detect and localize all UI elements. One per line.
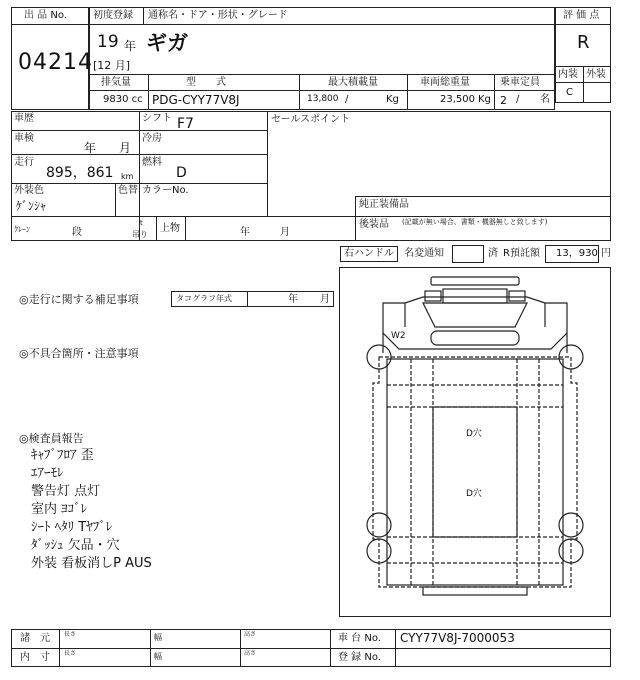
length-label: 長さ <box>64 650 77 657</box>
crane-step: 段 <box>72 227 82 238</box>
year-unit: 年 <box>124 39 137 53</box>
mileage-label: 走行 <box>14 157 34 168</box>
lot-label: 出 品 No. <box>24 10 67 21</box>
height-label: 高さ <box>244 650 257 657</box>
color-no-label: 色替 <box>118 185 138 196</box>
shift-value: F7 <box>177 116 194 132</box>
reg-label: 登 録 No. <box>338 652 381 663</box>
ext-color-label: 外装色 <box>14 185 44 196</box>
model-label: 型 式 <box>186 77 226 88</box>
color-code-label: カラーNo. <box>142 185 189 196</box>
inspector-line: 警告灯 点灯 <box>31 484 101 499</box>
max-load-slash: / <box>345 94 349 105</box>
width-label: 幅 <box>154 633 162 642</box>
inspector-line: 室内 ﾖｺﾞﾚ <box>31 502 88 517</box>
tacho-month: 月 <box>320 294 330 305</box>
mark-w2: W2 <box>391 331 406 341</box>
crane-label: ｸﾚｰﾝ <box>14 225 30 234</box>
grade-value: R <box>577 32 590 53</box>
capacity-label: 乗車定員 <box>500 77 540 88</box>
mileage-unit: km <box>121 172 134 181</box>
chassis-label: 車 台 No. <box>338 633 381 644</box>
height-label: 高さ <box>244 631 257 638</box>
capacity-unit: 名 <box>540 94 550 105</box>
crane-hang: 吊り <box>132 230 148 239</box>
mark-d2: D穴 <box>466 489 482 499</box>
inspector-line: 外装 看板消しP AUS <box>31 556 152 571</box>
name-label: 通称名・ドア・形状・グレード <box>148 10 288 21</box>
defects-label: ◎不具合箇所・注意事項 <box>19 347 139 360</box>
lot-number: 04214 <box>18 50 93 75</box>
right-hand-label: 右ハンドル <box>344 248 394 259</box>
truck-diagram <box>339 267 611 617</box>
inspector-label: ◎検査員報告 <box>19 432 84 445</box>
name-change-label: 名変通知 <box>404 248 444 259</box>
ext-color-value: ｹﾞﾝｼｬ <box>16 199 47 213</box>
upper-label: 上物 <box>160 223 180 234</box>
max-load-label: 最大積載量 <box>328 77 378 88</box>
recycle-label: R預託額 <box>503 248 540 259</box>
history-label: 車歴 <box>14 113 34 124</box>
width-label: 幅 <box>154 652 162 661</box>
interior-label: 内装 <box>558 69 578 80</box>
mileage-value: 895，861 <box>46 165 114 181</box>
model-value: PDG-CYY77V8J <box>152 93 240 107</box>
inspection-label: 車検 <box>14 133 34 144</box>
inspection-month: 月 <box>119 141 132 155</box>
inspector-line: ｷｬﾌﾞﾌﾛｱ 歪 <box>31 448 94 463</box>
shift-label: シフト <box>142 113 172 124</box>
capacity-slash: / <box>516 94 520 105</box>
fuel-label: 燃料 <box>142 157 162 168</box>
gross-weight-label: 車両総重量 <box>420 77 470 88</box>
first-reg-label: 初度登録 <box>93 10 133 21</box>
displacement-value: 9830 cc <box>103 94 143 105</box>
month-value: [12 月] <box>93 59 131 72</box>
capacity-value: 2 <box>500 94 507 107</box>
gross-weight-kg: Kg <box>478 94 491 105</box>
chassis-value: CYY77V8J-7000053 <box>400 631 515 645</box>
mark-d1: D穴 <box>466 429 482 439</box>
aftermarket-label: 後装品 <box>359 219 389 230</box>
inspector-line: ｼｰﾄ ﾍﾀﾘ Tﾔﾌﾞﾚ <box>31 520 113 535</box>
inner-dims-label: 内 寸 <box>20 652 50 663</box>
recycle-amount: 13，930 <box>556 248 598 259</box>
max-load-value: 13,800 <box>307 94 339 104</box>
specs-label: 諸 元 <box>20 633 50 644</box>
upper-month: 月 <box>280 227 290 238</box>
inspector-line: ｴｱｰﾓﾚ <box>31 466 64 481</box>
recycle-unit: 円 <box>601 248 611 259</box>
year-value: 19 <box>97 32 119 52</box>
gross-weight-value: 23,500 <box>440 94 475 105</box>
interior-grade: C <box>566 87 573 98</box>
fuel-value: D <box>176 165 187 181</box>
inspection-year: 年 <box>84 141 97 155</box>
genuine-label: 純正装備品 <box>359 199 409 210</box>
inspector-line: ﾀﾞｯｼｭ 欠品・穴 <box>31 538 120 553</box>
aftermarket-note: (記載が無い場合、書類・機器無しと致します) <box>402 218 548 226</box>
selling-points-label: セールスポイント <box>271 114 351 125</box>
deposit-prefix: 済 <box>488 248 498 259</box>
car-name: ギガ <box>146 31 188 55</box>
tacho-year: 年 <box>288 294 298 305</box>
upper-year: 年 <box>240 227 250 238</box>
length-label: 長さ <box>64 631 77 638</box>
name-change-box <box>452 245 484 263</box>
max-load-kg: Kg <box>386 94 399 105</box>
tacho-label: タコグラフ年式 <box>176 294 232 303</box>
crane-ton: t <box>140 219 143 227</box>
aircon-label: 冷房 <box>142 133 162 144</box>
exterior-label: 外装 <box>586 69 606 80</box>
displacement-label: 排気量 <box>101 77 131 88</box>
driving-label: ◎走行に関する補足事項 <box>19 293 139 306</box>
grade-label: 評 価 点 <box>563 10 600 21</box>
